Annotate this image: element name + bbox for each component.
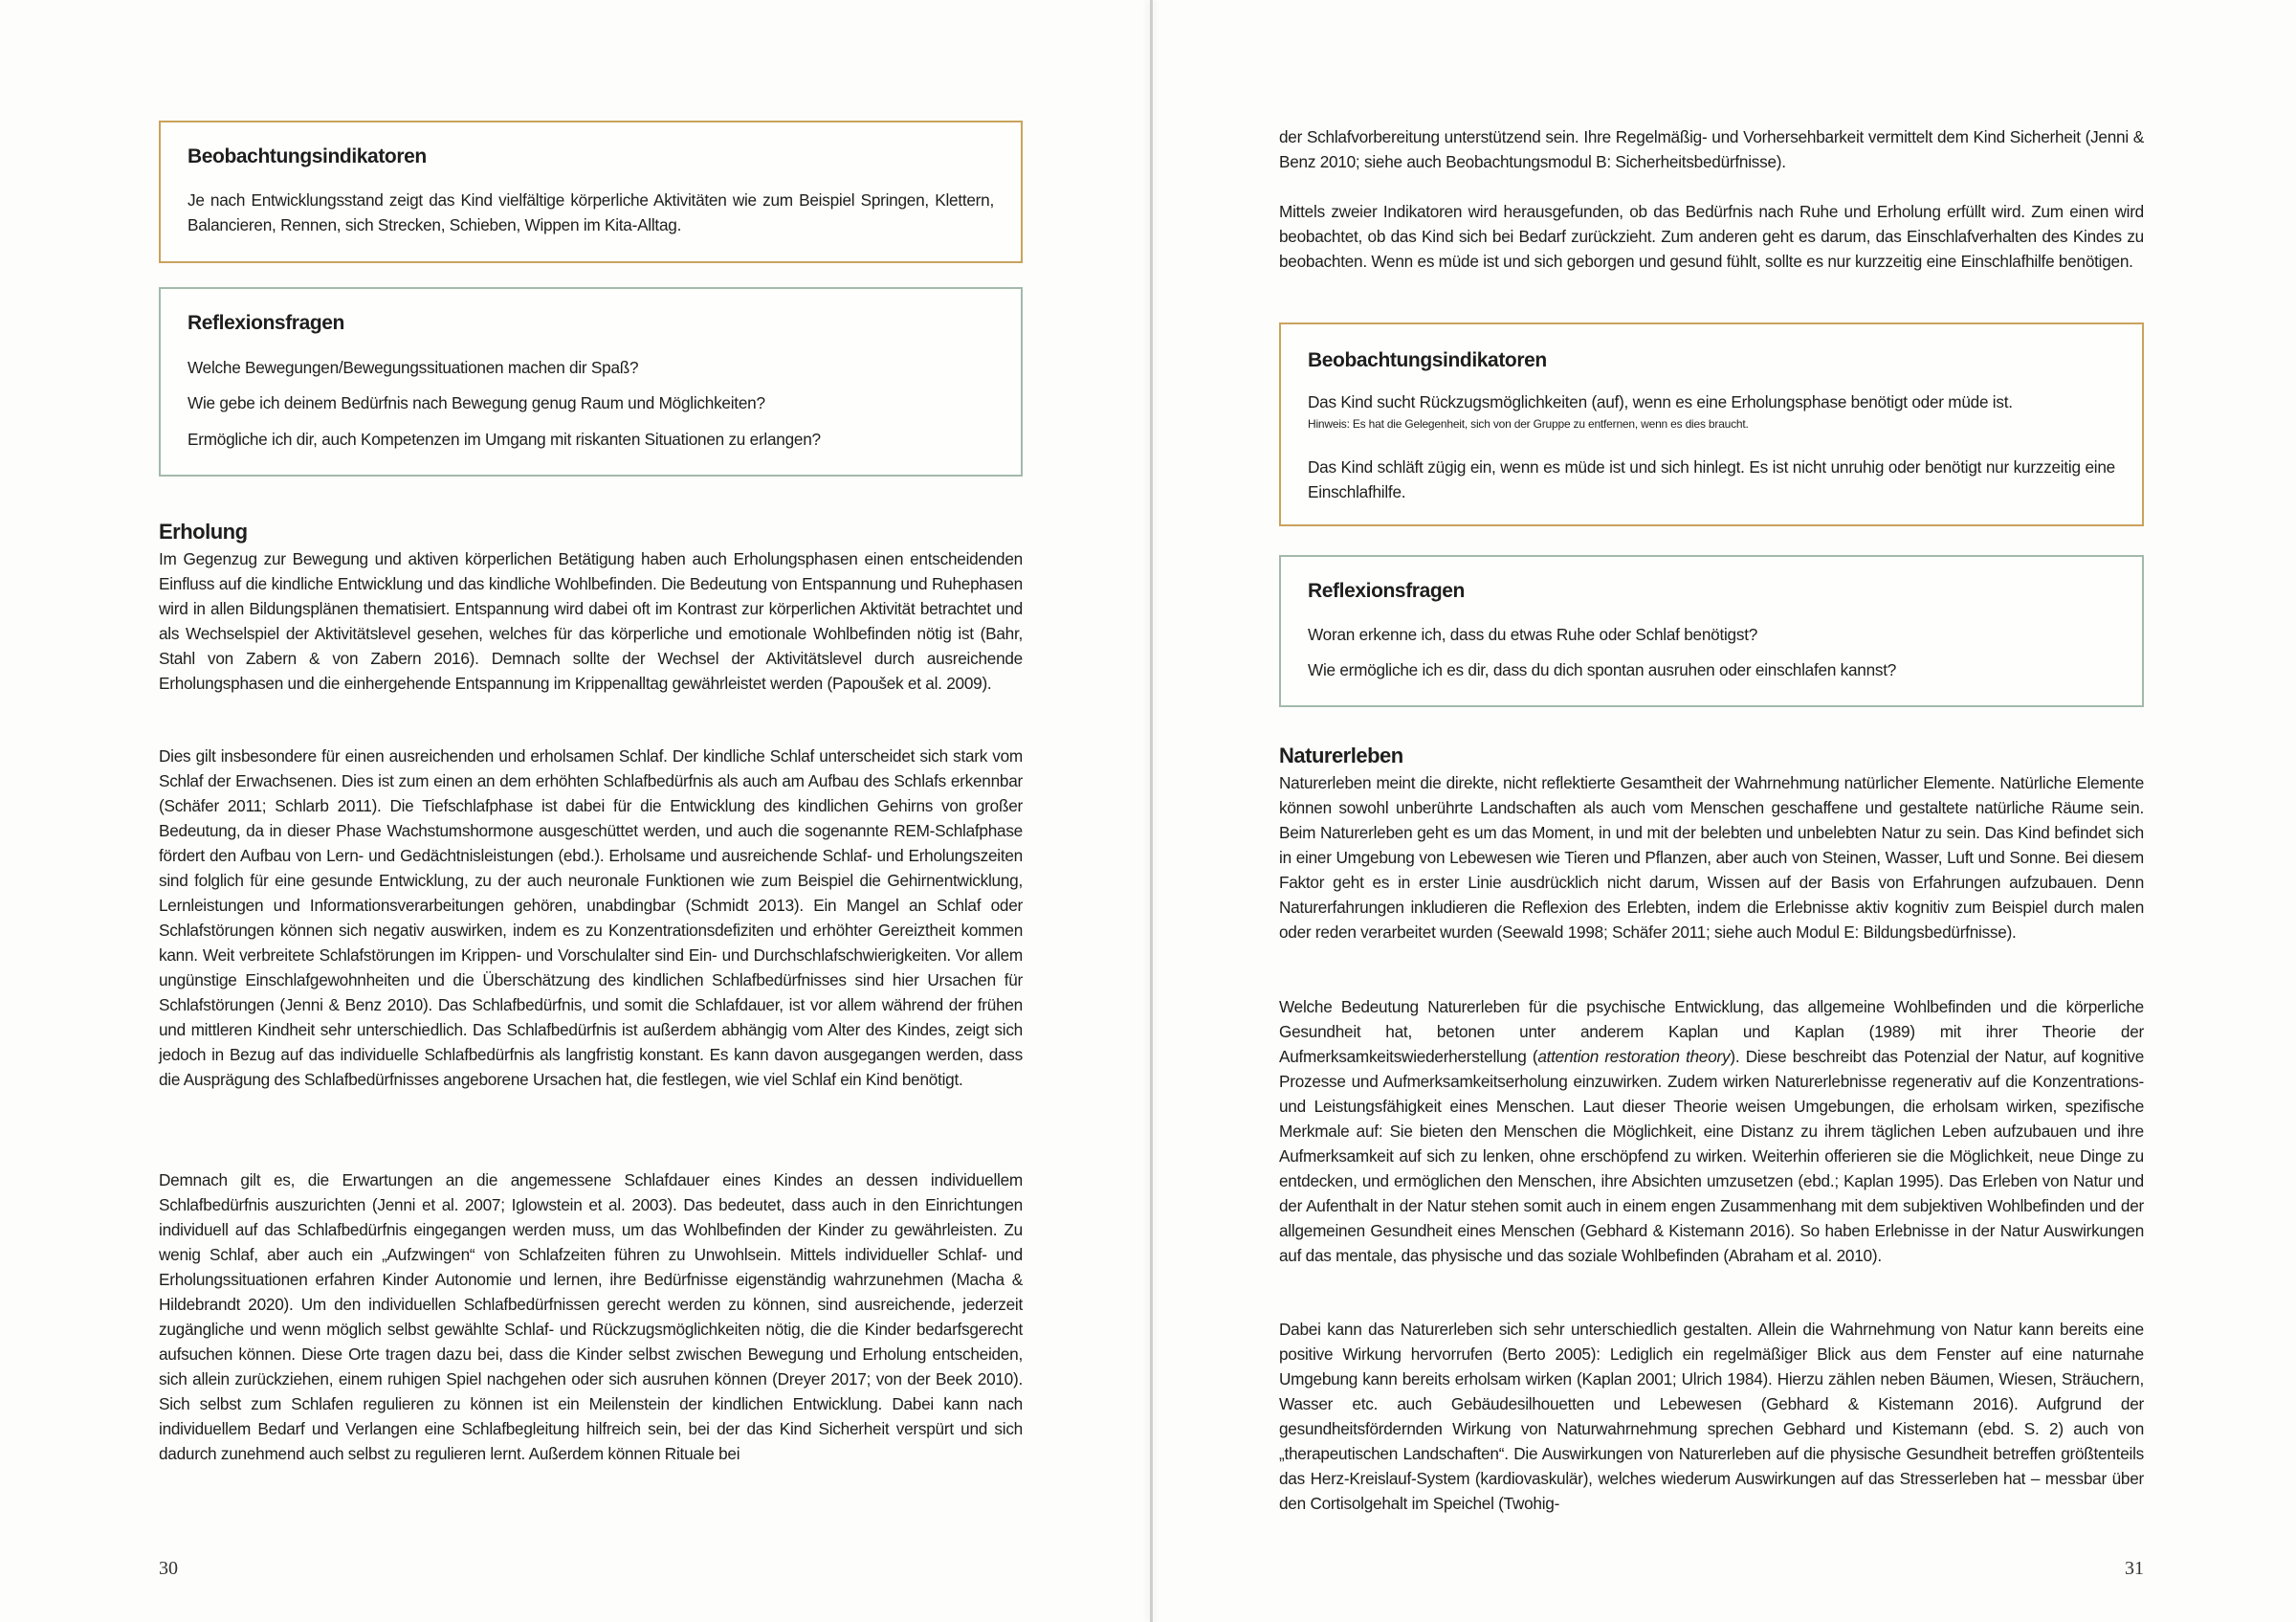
right-page (1153, 0, 2296, 1622)
indicator-text: Je nach Entwicklungsstand zeigt das Kind vielfältige körperliche Aktivitäten wie zum Beispiel Springen, Klettern, Balancieren, Rennen, sich Strecken, Schieben, Wippen im Kita-Alltag. (188, 190, 994, 234)
box-title: Reflexionsfragen (188, 312, 344, 334)
reflection-questions-box (159, 287, 1023, 477)
paragraph-text: Welche Bedeutung Naturerleben für die psychische Entwicklung, das allgemeine Wohlbefinden und die körperliche Gesundheit hat, betonen unter anderem Kaplan und Kaplan (1989) mit ihrer Theorie der Aufmerksamkeitswiederherstellung ( (1279, 997, 2144, 1066)
body-paragraph: Demnach gilt es, die Erwartungen an die angemessene Schlafdauer eines Kindes an dessen individuellem Schlafbedürfnis auszurichten (Jenni et al. 2007; Iglowstein et al. 2003). Das bedeutet, dass auch in den Einrichtungen individuell auf das Schlafbedürfnis eingegangen werden muss, um das Wohlbefinden der Kinder zu gewährleisten. Zu wenig Schlaf, aber auch ein „Aufzwingen“ von Schlafzeiten führen zu Unwohlsein. Mittels individueller Schlaf- und Erholungssituationen erfahren Kinder Autonomie und lernen, ihre Bedürfnisse eigenständig wahrzunehmen (Macha & Hildebrandt 2020). Um den individuellen Schlafbedürfnissen gerecht werden zu können, sind ausreichende, jederzeit zugängliche und wenn möglich selbst gewählte Schlaf- und Rückzugsmöglichkeiten nötig, die die Kinder bedarfsgerecht aufsuchen können. Diese Orte tragen dazu bei, dass die Kinder selbst zwischen Bewegung und Erholung entscheiden, sich allein zurückziehen, einem ruhigen Spiel nachgehen oder sich ausruhen können (Dreyer 2017; von der Beek 2010). Sich selbst zum Schlafen regulieren zu können ist ein Meilenstein der kindlichen Entwicklung. Dabei kann nach individuellem Bedarf und Verlangen eine Schlafbegleitung hilfreich sein, bei der das Kind Sicherheit verspürt und sich dadurch zunehmend auch selbst zu regulieren lernt. Außerdem können Rituale bei (159, 1170, 1023, 1463)
reflection-question: Wie ermögliche ich es dir, dass du dich spontan ausruhen oder einschlafen kannst? (1308, 660, 1897, 679)
body-paragraph: Dabei kann das Naturerleben sich sehr unterschiedlich gestalten. Allein die Wahrnehmung von Natur kann bereits eine positive Wirkung hervorrufen (Berto 2005): Lediglich ein regelmäßiger Blick aus dem Fenster auf eine naturnahe Umgebung kann bereits erholsam wirken (Kaplan 2001; Ulrich 1984). Hierzu zählen neben Bäumen, Wiesen, Sträuchern, Wasser etc. auch Gebäudesilhouetten und Lebewesen (Gebhard & Kistemann 2016). Aufgrund der gesundheitsfördernden Wirkung von Naturwahrnehmung sprechen Gebhard und Kistemann (ebd. S. 2) auch von „therapeutischen Landschaften“. Die Auswirkungen von Naturerleben auf die physische Gesundheit betreffen größtenteils das Herz-Kreislauf-System (kardiovaskulär), welches wiederum Auswirkungen auf das Stresserleben hat – messbar über den Cortisolgehalt im Speichel (Twohig- (1279, 1320, 2144, 1513)
box-title: Beobachtungsindikatoren (188, 145, 427, 167)
observation-indicators-box (1279, 322, 2144, 526)
section-heading-naturerleben: Naturerleben (1279, 744, 1403, 767)
box-title: Reflexionsfragen (1308, 580, 1465, 602)
reflection-question: Welche Bewegungen/Bewegungssituationen machen dir Spaß? (188, 358, 639, 377)
paragraph-text: ). Diese beschreibt das Potenzial der Natur, auf kognitive Prozesse und Aufmerksamkeitserholung einzuwirken. Zudem wirken Naturerlebnisse regenerativ auf die Konzentrations- und Leistungsfähigkeit eines Menschen. Laut dieser Theorie weisen Umgebungen, die erholsam wirken, spezifische Merkmale auf: Sie bieten den Menschen die Möglichkeit, eine Distanz zu ihrem täglichen Leben aufzubauen und ihre Aufmerksamkeit auf sich zu lenken, ohne erschöpfend zu wirken. Weiterhin offerieren sie die Möglichkeit, neue Dinge zu entdecken, und ermöglichen den Menschen, ihre Absichten umzusetzen (ebd.; Kaplan 1995). Das Erleben von Natur und der Aufenthalt in der Natur stehen somit auch in einem engen Zusammenhang mit dem subjektiven Wohlbefinden und der allgemeinen Gesundheit eines Menschen (Gebhard & Kistemann 2016). So haben Erlebnisse in der Natur Auswirkungen auf das mentale, das physische und das soziale Wohlbefinden (Abraham et al. 2010). (1279, 1047, 2144, 1265)
body-paragraph: Mittels zweier Indikatoren wird herausgefunden, ob das Bedürfnis nach Ruhe und Erholung erfüllt wird. Zum einen wird beobachtet, ob das Kind sich bei Bedarf zurückzieht. Zum anderen geht es darum, das Einschlafverhalten des Kindes zu beobachten. Wenn es müde ist und sich geborgen und gesund fühlt, sollte es nur kurzzeitig eine Einschlafhilfe benötigen. (1279, 202, 2144, 271)
reflection-question: Ermögliche ich dir, auch Kompetenzen im Umgang mit riskanten Situationen zu erlangen? (188, 430, 821, 449)
body-paragraph (1279, 994, 2144, 1268)
indicator-text: Das Kind sucht Rückzugsmöglichkeiten (auf), wenn es eine Erholungsphase benötigt oder müde ist. (1308, 392, 2013, 411)
italic-term: attention restoration theory (1537, 1047, 1731, 1066)
body-paragraph: Im Gegenzug zur Bewegung und aktiven körperlichen Betätigung haben auch Erholungsphasen einen entscheidenden Einfluss auf die kindliche Entwicklung und das kindliche Wohlbefinden. Die Bedeutung von Entspannung und Ruhephasen wird in allen Bildungsplänen thematisiert. Entspannung wird dabei oft im Kontrast zur körperlichen Aktivität betrachtet und als Wechselspiel der Aktivitätslevel gesehen, welches für das körperliche und emotionale Wohlbefinden nötig ist (Bahr, Stahl von Zabern & von Zabern 2016). Demnach sollte der Wechsel der Aktivitätslevel durch ausreichende Erholungsphasen und die einhergehende Entspannung im Krippenalltag gewährleistet werden (Papoušek et al. 2009). (159, 549, 1023, 693)
indicator-hint: Hinweis: Es hat die Gelegenheit, sich von der Gruppe zu entfernen, wenn es dies braucht. (1308, 417, 1749, 431)
body-paragraph: Naturerleben meint die direkte, nicht reflektierte Gesamtheit der Wahrnehmung natürlicher Elemente. Natürliche Elemente können sowohl unberührte Landschaften als auch vom Menschen geschaffene und gestaltete natürliche Räume sein. Beim Naturerleben geht es um das Moment, in und mit der belebten und unbelebten Natur zu sein. Das Kind befindet sich in einer Umgebung von Lebewesen wie Tieren und Pflanzen, aber auch von Steinen, Wasser, Luft und Sonne. Bei diesem Faktor geht es in erster Linie ausdrücklich nicht darum, Wissen auf der Basis von Erfahrungen aufzubauen. Denn Naturerfahrungen inkludieren die Reflexion des Erlebten, indem die Erlebnisse aktiv kognitiv zum Beispiel durch malen oder reden verarbeitet wurden (Seewald 1998; Schäfer 2011; siehe auch Modul E: Bildungsbedürfnisse). (1279, 773, 2144, 942)
reflection-question: Woran erkenne ich, dass du etwas Ruhe oder Schlaf benötigst? (1308, 625, 1758, 644)
body-paragraph: Dies gilt insbesondere für einen ausreichenden und erholsamen Schlaf. Der kindliche Schlaf unterscheidet sich stark vom Schlaf der Erwachsenen. Dies ist zum einen an dem erhöhten Schlafbedürfnis als auch am Aufbau des Schlafs erkennbar (Schäfer 2011; Schlarb 2011). Die Tiefschlafphase ist dabei für die Entwicklung des kindlichen Gehirns von großer Bedeutung, da in dieser Phase Wachstumshormone ausgeschüttet werden, und auch die sogenannte REM-Schlafphase fördert den Aufbau von Lern- und Gedächtnisleistungen (ebd.). Erholsame und ausreichende Schlaf- und Erholungszeiten sind folglich für eine gesunde Entwicklung, zu der auch neuronale Funktionen wie zum Beispiel die Gehirnentwicklung, Lernleistungen und Informationsverarbeitungen gehören, unabdingbar (Schmidt 2013). Ein Mangel an Schlaf oder Schlafstörungen können sich negativ auswirken, indem es zu Konzentrationsdefiziten und erhöhter Gereiztheit kommen kann. Weit verbreitete Schlafstörungen im Krippen- und Vorschulalter sind Ein- und Durchschlafschwierigkeiten. Vor allem ungünstige Einschlafgewohnheiten und die Überschätzung des kindlichen Schlafbedürfnisses sind hier Ursachen für Schlafstörungen (Jenni & Benz 2010). Das Schlafbedürfnis, und somit die Schlafdauer, ist vor allem während der frühen und mittleren Kindheit sehr unterschiedlich. Das Schlafbedürfnis ist außerdem abhängig vom Alter des Kindes, zeigt sich jedoch in Bezug auf das individuelle Schlafbedürfnis als langfristig konstant. Es kann davon ausgegangen werden, dass die Ausprägung des Schlafbedürfnisses angeborene Ursachen hat, die festlegen, wie viel Schlaf ein Kind benötigt. (159, 746, 1023, 1089)
section-heading-erholung: Erholung (159, 520, 248, 544)
page-number: 30 (159, 1558, 178, 1579)
body-paragraph: der Schlafvorbereitung unterstützend sein. Ihre Regelmäßig- und Vorhersehbarkeit vermittelt dem Kind Sicherheit (Jenni & Benz 2010; siehe auch Beobachtungsmodul B: Sicherheitsbedürfnisse). (1279, 127, 2144, 171)
reflection-question: Wie gebe ich deinem Bedürfnis nach Bewegung genug Raum und Möglichkeiten? (188, 393, 765, 412)
reflection-questions-box (1279, 555, 2144, 707)
observation-indicators-box (159, 121, 1023, 263)
page-number: 31 (2125, 1558, 2144, 1579)
indicator-text: Das Kind schläft zügig ein, wenn es müde ist und sich hinlegt. Es ist nicht unruhig oder benötigt nur kurzzeitig eine Einschlafhilfe. (1308, 457, 2115, 501)
box-title: Beobachtungsindikatoren (1308, 349, 1547, 371)
